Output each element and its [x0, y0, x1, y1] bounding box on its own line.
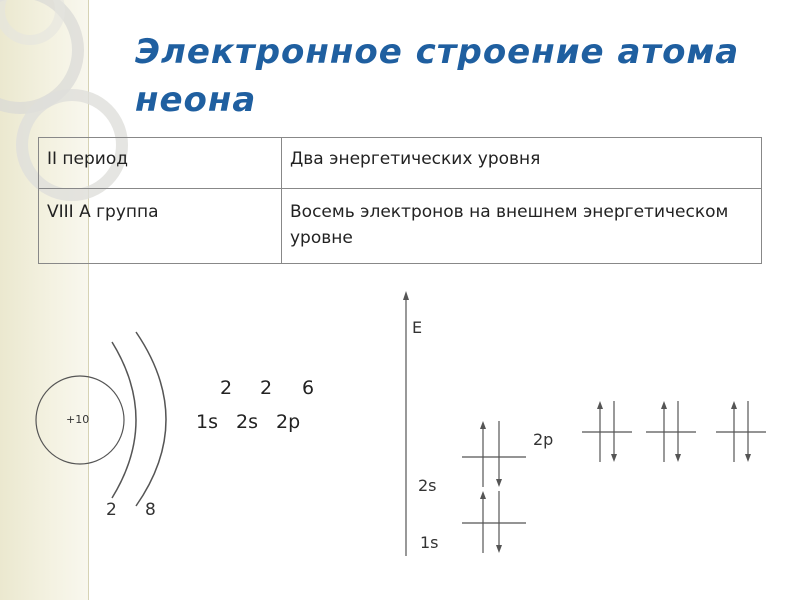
- spin-down-arrowhead: [496, 479, 502, 487]
- shell-count-1: 2: [106, 500, 117, 520]
- config-orbital-2s: 2s: [236, 411, 258, 433]
- period-cell: II период: [39, 138, 282, 189]
- config-orbital-2p: 2p: [276, 411, 301, 433]
- spin-up-arrowhead: [480, 421, 486, 429]
- config-orbital-1s: 1s: [196, 411, 218, 433]
- spin-down-arrowhead: [675, 454, 681, 462]
- orbital-2p-y: [646, 401, 696, 462]
- slide-title: Электронное строение атома неона: [135, 32, 740, 120]
- orbital-2p-z: [716, 401, 766, 462]
- nucleus-charge: +10: [66, 413, 90, 426]
- valence-cell: Восемь электронов на внешнем энергетическом уровне: [282, 189, 762, 264]
- orbital-1s: [462, 491, 526, 553]
- spin-down-arrowhead: [496, 545, 502, 553]
- energy-diagram: [403, 291, 766, 556]
- level-label-1s: 1s: [420, 533, 439, 552]
- orbital-2s: [462, 421, 526, 487]
- spin-up-arrowhead: [597, 401, 603, 409]
- energy-axis-arrowhead: [403, 291, 409, 300]
- group-cell: VIII А группа: [39, 189, 282, 264]
- level-label-2p: 2p: [533, 430, 554, 449]
- atom-shells: [36, 332, 166, 506]
- shell-count-2: 8: [145, 500, 156, 520]
- energy-axis-label: E: [412, 318, 423, 337]
- shell-arc-outer: [136, 332, 166, 506]
- spin-down-arrowhead: [611, 454, 617, 462]
- config-superscript-1s: 2: [220, 377, 233, 399]
- levels-cell: Два энергетических уровня: [282, 138, 762, 189]
- orbital-2p-x: [582, 401, 632, 462]
- spin-down-arrowhead: [745, 454, 751, 462]
- spin-up-arrowhead: [661, 401, 667, 409]
- config-superscript-2s: 2: [260, 377, 273, 399]
- spin-up-arrowhead: [480, 491, 486, 499]
- level-label-2s: 2s: [418, 476, 437, 495]
- config-superscript-2p: 6: [302, 377, 315, 399]
- spin-up-arrowhead: [731, 401, 737, 409]
